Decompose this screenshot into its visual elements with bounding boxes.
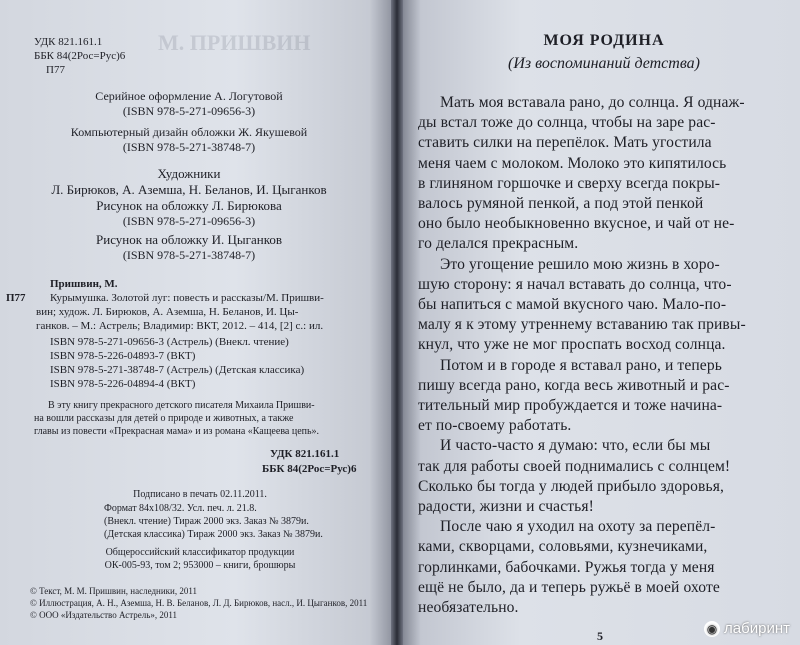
cover-drawing-1: Рисунок на обложку Л. Бирюкова bbox=[96, 198, 282, 213]
bbk-bottom: ББК 84(2Рос=Рус)6 bbox=[262, 463, 357, 475]
text-line: ставить силки на перепёлок. Мать угостила bbox=[418, 134, 712, 152]
labirint-logo-icon: ◉ bbox=[704, 621, 720, 637]
isbn-line: ISBN 978-5-271-09656-3 (Астрель) (Внекл. чтение) bbox=[50, 336, 289, 348]
text-line: ды встал тоже до солнца, чтобы на заре рас- bbox=[418, 114, 716, 132]
copyright-line: © Текст, М. М. Пришвин, наследники, 2011 bbox=[30, 586, 198, 596]
cover-drawing-2-isbn: (ISBN 978-5-271-38748-7) bbox=[122, 248, 256, 262]
print-run-1: (Внекл. чтение) Тираж 2000 экз. Заказ № 3879и. bbox=[104, 516, 309, 527]
text-line: кнул, что уже не мог проспать восход солнца. bbox=[418, 336, 726, 354]
cover-isbn: (ISBN 978-5-271-38748-7) bbox=[122, 140, 256, 154]
text-line: И часто-часто я думаю: что, если бы мы bbox=[440, 437, 711, 455]
cover-design: Компьютерный дизайн обложки Ж. Якушевой bbox=[70, 125, 308, 139]
description-line: Курымушка. Золотой луг: повесть и рассказы/М. Пришви- bbox=[50, 292, 324, 304]
page-number: 5 bbox=[597, 629, 603, 643]
text-line: в глиняном горшочке и сверху всегда покры- bbox=[418, 174, 721, 192]
watermark-label: лабиринт bbox=[724, 620, 790, 637]
signed-date: Подписано в печать 02.11.2011. bbox=[133, 489, 267, 500]
copyright-line: © Иллюстрация, А. Н., Аземша, Н. В. Беланов, Л. Д. Бирюков, насл., И. Цыганков, 2011 bbox=[30, 598, 368, 608]
chapter-subtitle: (Из воспоминаний детства) bbox=[508, 55, 700, 72]
print-run-2: (Детская классика) Тираж 2000 экз. Заказ № 3879и. bbox=[104, 529, 323, 540]
author-code-side: П77 bbox=[6, 292, 26, 304]
artists-names: Л. Бирюков, А. Аземша, Н. Беланов, И. Цыганков bbox=[51, 182, 327, 197]
text-line: так для работы своей поднимались с солнцем! bbox=[418, 457, 731, 475]
text-line: ещё не было, да и теперь ружьё в моей охоте bbox=[418, 578, 720, 596]
text-line: тительный мир пробуждается и тоже начина- bbox=[418, 397, 723, 414]
annotation-line: В эту книгу прекрасного детского писателя Михаила Пришви- bbox=[48, 400, 315, 411]
description-line: вин; худож. Л. Бирюков, А. Аземша, Н. Беланов, И. Цы- bbox=[36, 306, 299, 318]
text-line: пишу всегда рано, когда весь животный и рас- bbox=[418, 376, 730, 394]
annotation-line: главы из повести «Прекрасная мама» и из романа «Кащеева цепь». bbox=[34, 426, 320, 437]
text-line: радости, жизни и счастья! bbox=[418, 498, 594, 515]
author-heading: Пришвин, М. bbox=[50, 278, 118, 290]
classifier-line: ОК-005-93, том 2; 953000 – книги, брошюры bbox=[104, 560, 296, 571]
annotation-line: на вошли рассказы для детей о природе и животных, а также bbox=[34, 413, 294, 424]
ghost-author: М. ПРИШВИН bbox=[158, 30, 311, 55]
text-line: ками, скворцами, соловьями, кузнечиками, bbox=[418, 538, 708, 556]
isbn-line: ISBN 978-5-226-04893-7 (ВКТ) bbox=[50, 350, 196, 362]
isbn-line: ISBN 978-5-271-38748-7 (Астрель) (Детская классика) bbox=[50, 364, 305, 376]
text-line: ет по-своему работать. bbox=[418, 417, 572, 435]
text-line: бы напиться с мамой вкусного чаю. Мало-по- bbox=[418, 296, 727, 313]
author-code: П77 bbox=[46, 64, 65, 76]
cover-drawing-1-isbn: (ISBN 978-5-271-09656-3) bbox=[122, 214, 256, 228]
text-line: меня чаем с молоком. Молоко это кипятилось bbox=[418, 154, 727, 172]
chapter-title: МОЯ РОДИНА bbox=[543, 32, 665, 49]
series-design: Серийное оформление А. Логутовой bbox=[95, 89, 283, 103]
text-line: валось румяной пенкой, а под этой пенкой bbox=[418, 195, 704, 212]
cover-drawing-2: Рисунок на обложку И. Цыганков bbox=[96, 232, 282, 247]
text-line: Мать моя вставала рано, до солнца. Я однаж- bbox=[440, 94, 745, 111]
text-line: необязательно. bbox=[418, 599, 519, 616]
text-line: малу я к этому утреннему вставанию так привы- bbox=[418, 316, 746, 334]
text-line: Сколько бы тогда у людей прибыло здоровья, bbox=[418, 477, 724, 495]
text-line: Это угощение решило мою жизнь в хоро- bbox=[440, 255, 720, 273]
text-line: шую сторону: я начал вставать до солнца, что- bbox=[418, 275, 732, 293]
text-line: оно было необыкновенно вкусное, и чай от не- bbox=[418, 215, 735, 233]
format-info: Формат 84х108/32. Усл. печ. л. 21.8. bbox=[104, 503, 257, 514]
isbn-line: ISBN 978-5-226-04894-4 (ВКТ) bbox=[50, 378, 196, 390]
classifier-line: Общероссийский классификатор продукции bbox=[105, 547, 295, 558]
copyright-line: © ООО «Издательство Астрель», 2011 bbox=[30, 610, 178, 620]
book-gutter bbox=[391, 0, 403, 645]
series-isbn: (ISBN 978-5-271-09656-3) bbox=[122, 104, 256, 118]
udk-bottom: УДК 821.161.1 bbox=[270, 448, 340, 460]
text-line: го делался прекрасным. bbox=[418, 235, 579, 253]
bbk-code: ББК 84(2Рос=Рус)6 bbox=[34, 50, 126, 62]
watermark bbox=[704, 620, 790, 637]
text-line: После чаю я уходил на охоту за перепёл- bbox=[440, 518, 716, 536]
text-line: Потом и в городе я вставал рано, и теперь bbox=[440, 356, 722, 374]
artists-title: Художники bbox=[157, 166, 221, 181]
text-line: горлинками, бабочками. Ружья тогда у меня bbox=[418, 558, 715, 576]
description-line: ганков. – М.: Астрель; Владимир: ВКТ, 2012. – 414, [2] с.: ил. bbox=[36, 320, 324, 332]
udk-code: УДК 821.161.1 bbox=[34, 36, 103, 48]
